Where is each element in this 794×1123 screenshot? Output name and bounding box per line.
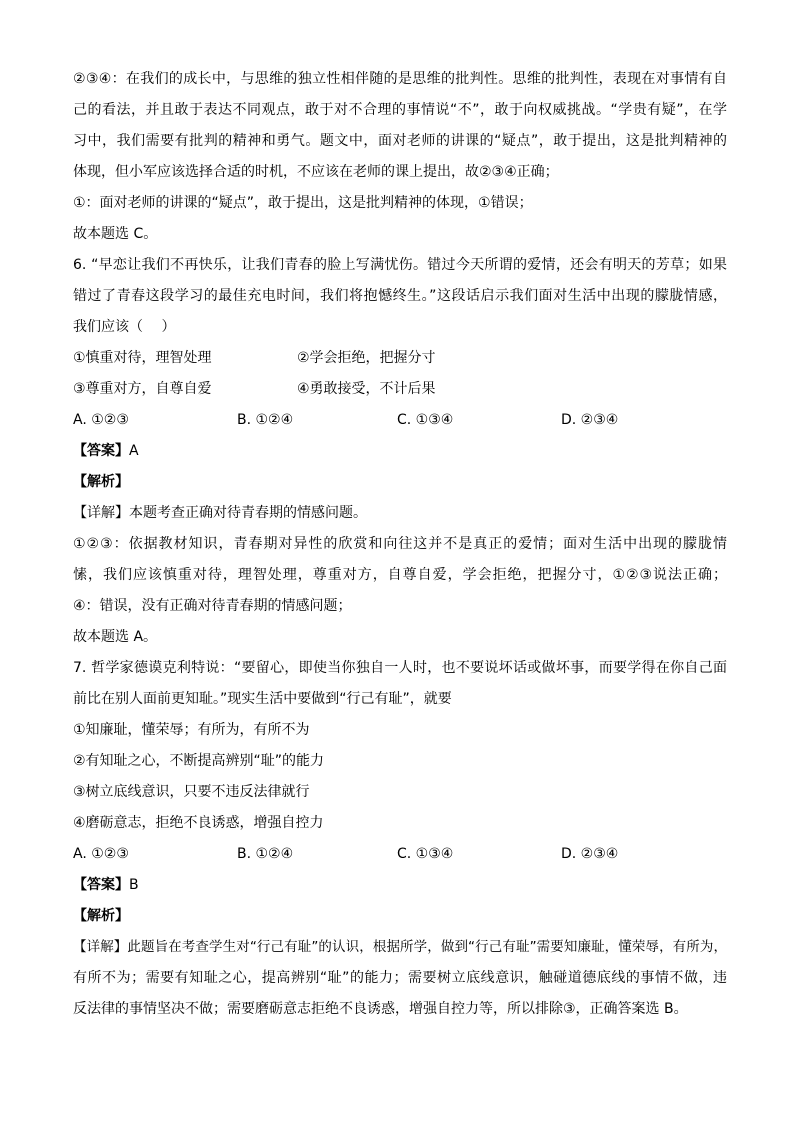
question-6-conclusion: 故本题选 A。 — [73, 629, 158, 645]
prev-explanation-line: ②③④：在我们的成长中，与思维的独立性相伴随的是思维的批判性。思维的批判性，表现在对事情有自 — [73, 71, 727, 87]
analysis-tag: 【解析】 — [73, 474, 129, 490]
prev-explanation-line: 体现，但小军应该选择合适的时机，不应该在老师的课上提出，故②③④正确； — [73, 164, 559, 180]
answer-value: A — [129, 443, 139, 459]
question-6-stem-line: 我们应该（ ） — [73, 319, 176, 335]
question-6-answer — [73, 436, 727, 467]
analysis-tag: 【解析】 — [73, 908, 129, 924]
question-7-statement-3: ③树立底线意识，只要不违反法律就行 — [73, 784, 310, 800]
answer-tag: 【答案】 — [73, 443, 129, 459]
prev-explanation — [73, 64, 727, 250]
question-7-detail-line: 反法律的事情坚决不做；需要磨砺意志拒绝不良诱惑，增强自控力等，所以排除③，正确答案选 B。 — [73, 1001, 688, 1017]
question-6-analysis-heading — [73, 467, 727, 498]
question-7-answer — [73, 870, 727, 901]
question-6-statement-row — [73, 343, 727, 374]
question-6-detail-line: ④：错误，没有正确对待青春期的情感问题； — [73, 598, 352, 614]
prev-explanation-conclusion: 故本题选 C。 — [73, 226, 158, 242]
question-7-options — [73, 839, 727, 870]
question-6-option-d: D. ②③④ — [561, 412, 619, 428]
prev-explanation-line: ①：面对老师的讲课的“疑点”，敢于提出，这是批判精神的体现，①错误； — [73, 195, 533, 211]
question-7-stem-line: 前比在别人面前更知耻。”现实生活中要做到“行己有耻”，就要 — [73, 691, 452, 707]
question-6-stem-line: 6. “早恋让我们不再快乐，让我们青春的脸上写满忧伤。错过今天所谓的爱情，还会有明天的芳草；如果 — [73, 257, 727, 273]
document-page — [73, 64, 727, 1025]
question-7-detail-line: 有所不为；需要有知耻之心，提高辨别“耻”的能力；需要树立底线意识，触碰道德底线的事情不做，违 — [73, 970, 727, 986]
question-6-option-c: C. ①③④ — [397, 412, 454, 428]
question-6-statement-row — [73, 374, 727, 405]
question-6-options — [73, 405, 727, 436]
question-6-detail-line: ①②③：依据教材知识，青春期对异性的欣赏和向往这并不是真正的爱情；面对生活中出现的朦胧情 — [73, 536, 727, 552]
question-6-statement-4: ④勇敢接受，不计后果 — [297, 381, 436, 397]
question-7-statement-4: ④磨砺意志，拒绝不良诱惑，增强自控力 — [73, 815, 324, 831]
question-7-detail-line: 【详解】此题旨在考查学生对“行己有耻”的认识，根据所学，做到“行己有耻”需要知廉耻，懂荣辱，有所为， — [73, 939, 727, 955]
question-6-option-b: B. ①②④ — [237, 412, 294, 428]
question-6-detail-line: 愫，我们应该慎重对待，理智处理，尊重对方，自尊自爱，学会拒绝，把握分寸，①②③说法正确； — [73, 567, 727, 583]
question-6-statement-1: ①慎重对待，理智处理 — [73, 350, 212, 366]
question-6 — [73, 250, 727, 653]
question-7 — [73, 653, 727, 1025]
prev-explanation-line: 习中，我们需要有批判的精神和勇气。题文中，面对老师的讲课的“疑点”，敢于提出，这是批判精神的 — [73, 133, 727, 149]
question-6-option-a: A. ①②③ — [73, 412, 129, 428]
question-7-option-c: C. ①③④ — [397, 846, 454, 862]
question-7-analysis-heading — [73, 901, 727, 932]
question-6-detail-line: 【详解】本题考查正确对待青春期的情感问题。 — [73, 505, 367, 521]
question-7-option-b: B. ①②④ — [237, 846, 294, 862]
question-6-statement-3: ③尊重对方，自尊自爱 — [73, 381, 212, 397]
question-6-statement-2: ②学会拒绝，把握分寸 — [297, 350, 436, 366]
answer-value: B — [129, 877, 139, 893]
question-7-statement-2: ②有知耻之心，不断提高辨别“耻”的能力 — [73, 753, 325, 769]
question-7-option-a: A. ①②③ — [73, 846, 129, 862]
answer-tag: 【答案】 — [73, 877, 129, 893]
question-6-stem-line: 错过了青春这段学习的最佳充电时间，我们将抱憾终生。”这段话启示我们面对生活中出现的朦胧情感， — [73, 288, 727, 304]
question-7-stem-line: 7. 哲学家德谟克利特说：“要留心，即使当你独自一人时，也不要说坏话或做坏事，而要学得在你自己面 — [73, 660, 727, 676]
question-7-statement-1: ①知廉耻，懂荣辱；有所为，有所不为 — [73, 722, 310, 738]
prev-explanation-line: 己的看法，并且敢于表达不同观点，敢于对不合理的事情说“不”，敢于向权威挑战。“学贵有疑”，在学 — [73, 102, 727, 118]
question-7-option-d: D. ②③④ — [561, 846, 619, 862]
